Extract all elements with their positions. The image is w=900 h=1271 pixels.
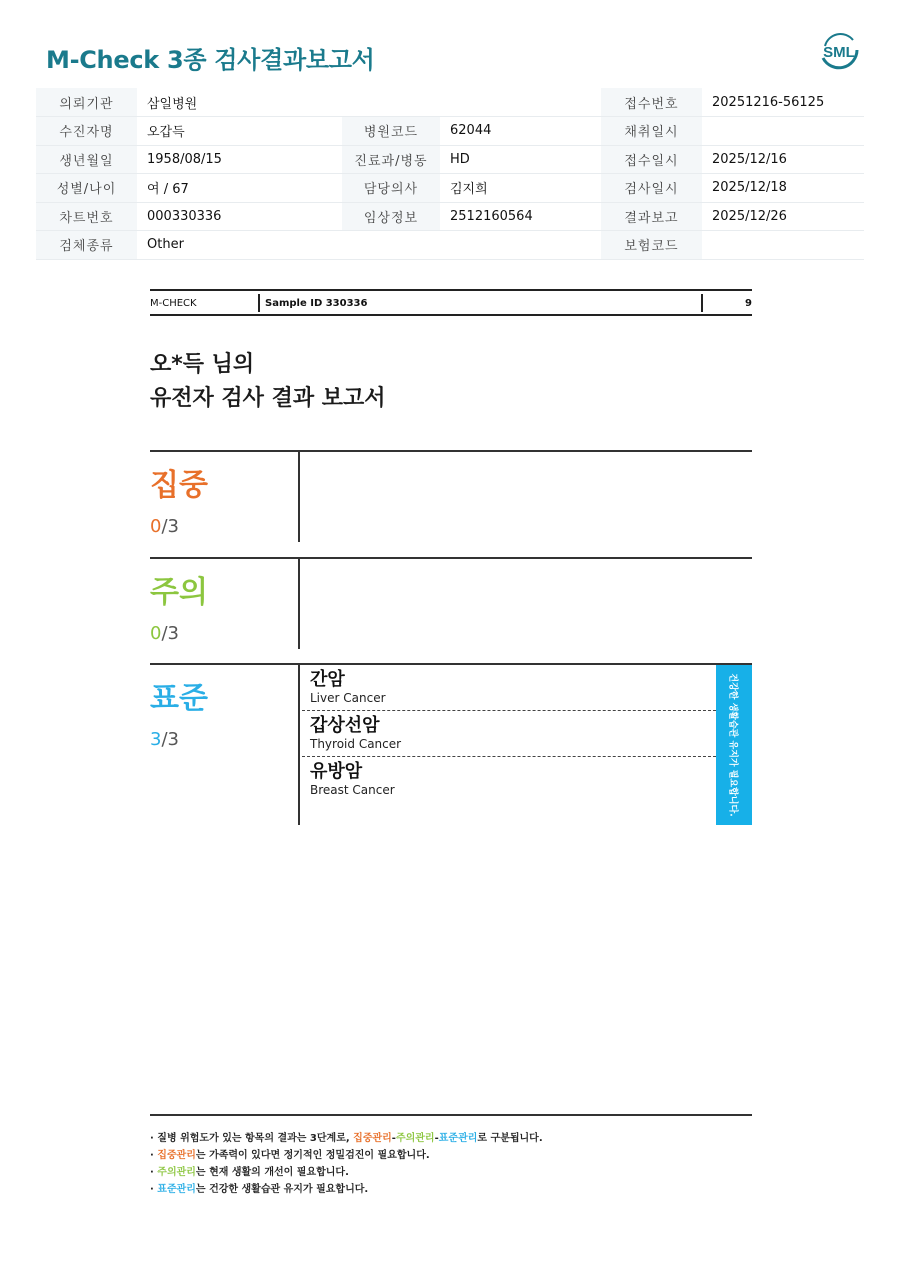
info-label: 검사일시 — [601, 174, 702, 203]
section-name: 집중 — [150, 468, 208, 503]
info-value: 62044 — [440, 117, 601, 146]
section-score: 0/3 — [150, 623, 179, 644]
info-value: 000330336 — [137, 202, 342, 231]
info-label: 병원코드 — [342, 117, 440, 146]
info-row — [36, 231, 864, 260]
info-label: 진료과/병동 — [342, 145, 440, 174]
greeting-line-2: 유전자 검사 결과 보고서 — [150, 386, 386, 411]
info-label: 의뢰기관 — [36, 88, 137, 117]
advice-banner — [716, 665, 752, 825]
section-standard — [150, 663, 752, 825]
note-line: · 표준관리는 건강한 생활습관 유지가 필요합니다. — [150, 1184, 369, 1195]
result-list — [302, 665, 716, 803]
section-score: 0/3 — [150, 516, 179, 537]
advice-text: 건강한 생활습관 유지가 필요합니다. — [727, 673, 738, 817]
info-value: 1958/08/15 — [137, 145, 342, 174]
page-title: M-Check 3종 검사결과보고서 — [46, 46, 375, 74]
info-value — [702, 117, 864, 146]
greeting-line-1: 오*득 님의 — [150, 352, 255, 377]
list-item — [302, 711, 716, 757]
info-label: 접수번호 — [601, 88, 702, 117]
info-value: Other — [137, 231, 342, 260]
info-label: 채취일시 — [601, 117, 702, 146]
section-score: 3/3 — [150, 729, 179, 750]
info-row — [36, 174, 864, 203]
section-caution — [150, 557, 752, 649]
report-header-bar — [150, 289, 752, 316]
info-label: 접수일시 — [601, 145, 702, 174]
info-value: HD — [440, 145, 601, 174]
info-label: 보험코드 — [601, 231, 702, 260]
info-label: 생년월일 — [36, 145, 137, 174]
sample-id: Sample ID 330336 — [265, 298, 368, 309]
info-value: 2025/12/16 — [702, 145, 864, 174]
info-value: 김지희 — [440, 174, 601, 203]
info-value: 2025/12/26 — [702, 202, 864, 231]
info-label: 결과보고 — [601, 202, 702, 231]
list-item — [302, 757, 716, 803]
info-value: 삼일병원 — [137, 88, 342, 117]
info-label: 차트번호 — [36, 202, 137, 231]
info-label: 성별/나이 — [36, 174, 137, 203]
info-label: 담당의사 — [342, 174, 440, 203]
logo-text: SML — [823, 44, 855, 61]
info-value: 2025/12/18 — [702, 174, 864, 203]
item-name-en: Liver Cancer — [310, 691, 386, 705]
list-item — [302, 665, 716, 711]
section-focus — [150, 450, 752, 542]
info-label: 임상정보 — [342, 202, 440, 231]
item-name-en: Breast Cancer — [310, 783, 395, 797]
item-name-kr: 갑상선암 — [310, 715, 380, 736]
info-value: 2512160564 — [440, 202, 601, 231]
item-name-kr: 유방암 — [310, 761, 363, 782]
patient-info-table — [36, 88, 864, 260]
info-label: 검체종류 — [36, 231, 137, 260]
note-line: · 주의관리는 현재 생활의 개선이 필요합니다. — [150, 1167, 349, 1178]
item-name-kr: 간암 — [310, 669, 345, 690]
brand-label: M-CHECK — [150, 298, 197, 309]
info-row — [36, 117, 864, 146]
note-line: · 집중관리는 가족력이 있다면 정기적인 정밀검진이 필요합니다. — [150, 1150, 430, 1161]
section-name: 표준 — [150, 681, 208, 716]
info-value: 20251216-56125 — [702, 88, 864, 117]
legend-notes — [150, 1130, 543, 1198]
sml-logo — [815, 28, 863, 76]
item-name-en: Thyroid Cancer — [310, 737, 402, 751]
page-number: 9 — [745, 298, 752, 309]
info-row — [36, 202, 864, 231]
note-line: · 질병 위험도가 있는 항목의 결과는 3단계로, 집중관리-주의관리-표준관리로 구분됩니다. — [150, 1133, 543, 1144]
section-name: 주의 — [150, 575, 208, 610]
info-row — [36, 88, 864, 117]
info-value: 오갑득 — [137, 117, 342, 146]
report-greeting — [150, 348, 386, 416]
info-value — [702, 231, 864, 260]
info-row — [36, 145, 864, 174]
info-label: 수진자명 — [36, 117, 137, 146]
info-value: 여 / 67 — [137, 174, 342, 203]
